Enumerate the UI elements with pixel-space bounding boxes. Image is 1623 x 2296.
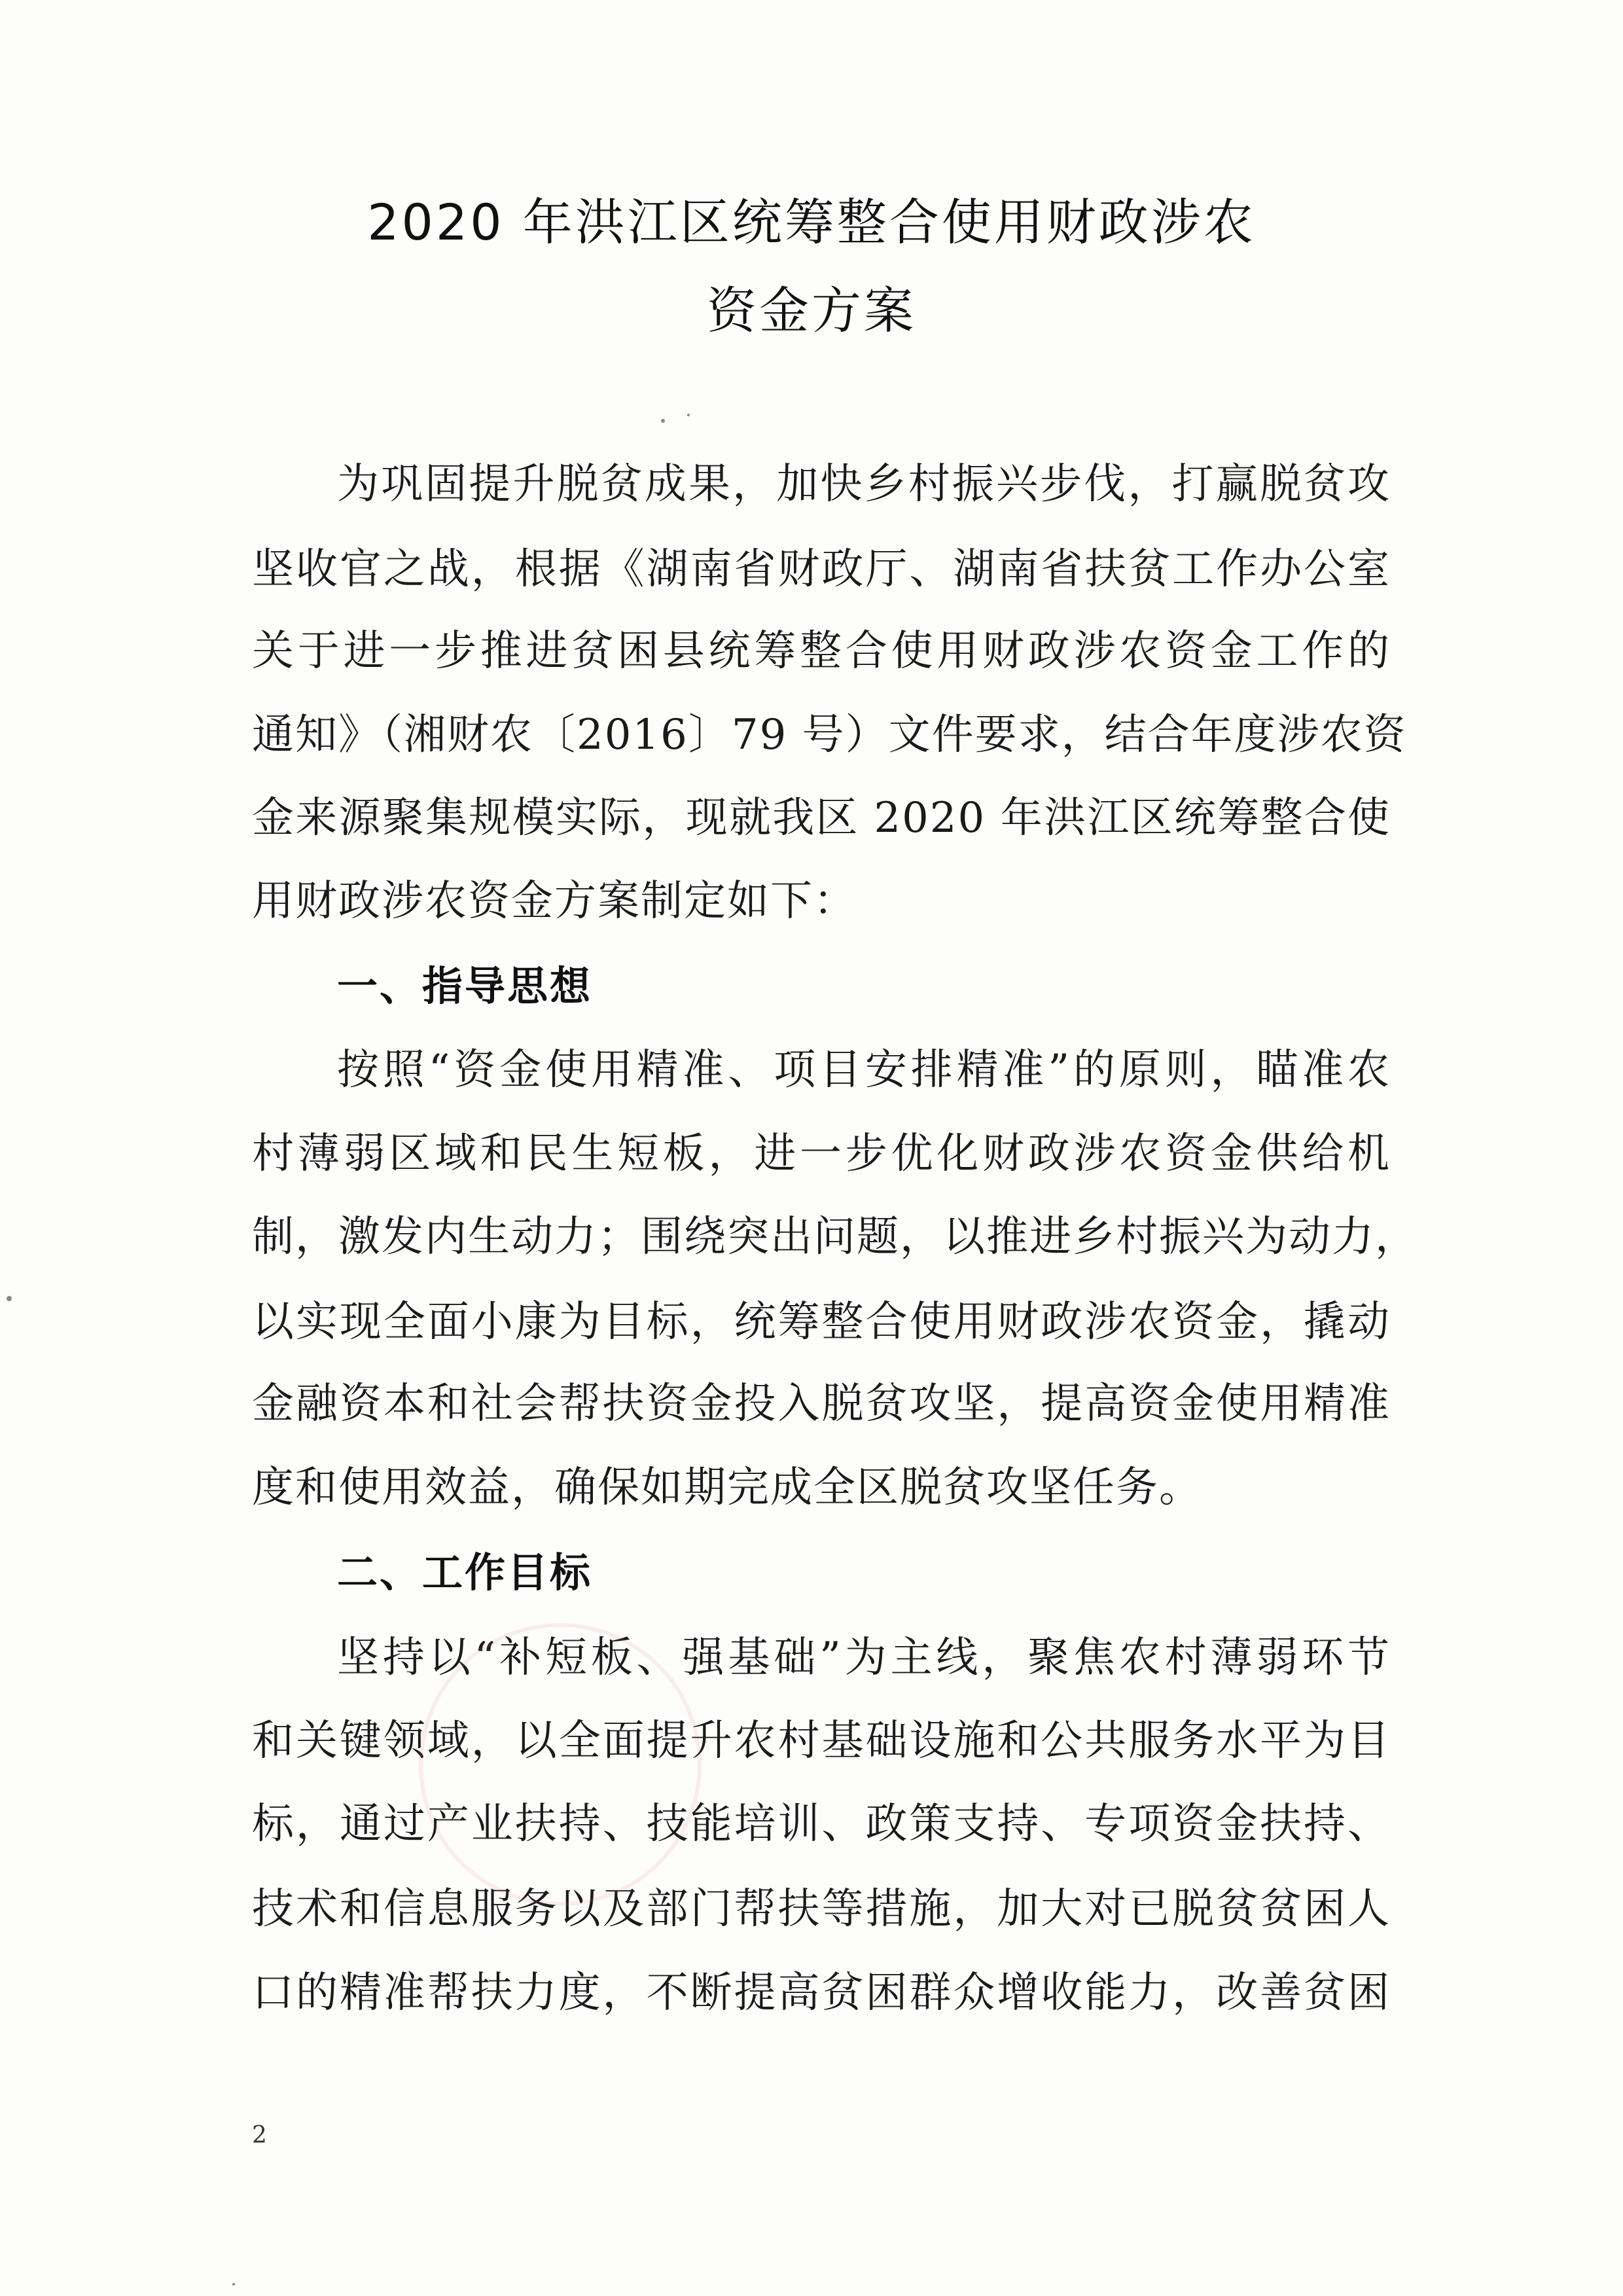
intro-line: 关于进一步推进贫困县统筹整合使用财政涉农资金工作的	[252, 627, 1391, 675]
section2-line: 口的精准帮扶力度，不断提高贫困群众增收能力，改善贫困	[252, 1969, 1391, 2017]
section-heading-work-goals: 二、工作目标	[337, 1549, 593, 1596]
section1-line: 度和使用效益，确保如期完成全区脱贫攻坚任务。	[252, 1463, 1202, 1512]
section1-line: 村薄弱区域和民生短板，进一步优化财政涉农资金供给机	[252, 1130, 1391, 1178]
scan-speck	[232, 2283, 235, 2286]
scan-speck	[7, 1296, 12, 1301]
section1-line: 以实现全面小康为目标，统筹整合使用财政涉农资金，撬动	[252, 1298, 1391, 1346]
section2-line: 坚持以“补短板、强基础”为主线，聚焦农村薄弱环节	[337, 1634, 1391, 1682]
scan-speck	[661, 419, 665, 423]
scan-speck	[687, 414, 690, 416]
section-heading-guiding-ideology: 一、指导思想	[337, 962, 593, 1010]
faint-seal-trace	[419, 1623, 702, 1906]
intro-line: 用财政涉农资金方案制定如下：	[252, 877, 857, 925]
intro-line: 通知》（湘财农〔2016〕79 号）文件要求，结合年度涉农资	[252, 711, 1407, 759]
section1-line: 金融资本和社会帮扶资金投入脱贫攻坚，提高资金使用精准	[252, 1380, 1391, 1428]
section2-line: 标，通过产业扶持、技能培训、政策支持、专项资金扶持、	[252, 1800, 1391, 1848]
intro-line: 金来源聚集规模实际，现就我区 2020 年洪江区统筹整合使	[252, 794, 1391, 842]
document-title-line-1: 2020 年洪江区统筹整合使用财政涉农	[367, 193, 1256, 251]
intro-line: 为巩固提升脱贫成果，加快乡村振兴步伐，打赢脱贫攻	[337, 460, 1391, 509]
section2-line: 技术和信息服务以及部门帮扶等措施，加大对已脱贫贫困人	[252, 1885, 1391, 1933]
document-title-line-2: 资金方案	[707, 281, 916, 340]
section2-line: 和关键领域，以全面提升农村基础设施和公共服务水平为目	[252, 1717, 1391, 1765]
section1-line: 按照“资金使用精准、项目安排精准”的原则，瞄准农	[337, 1046, 1391, 1094]
page-number: 2	[252, 2122, 267, 2149]
section1-line: 制，激发内生动力；围绕突出问题，以推进乡村振兴为动力，	[252, 1213, 1418, 1261]
intro-line: 坚收官之战，根据《湖南省财政厅、湖南省扶贫工作办公室	[252, 545, 1391, 594]
